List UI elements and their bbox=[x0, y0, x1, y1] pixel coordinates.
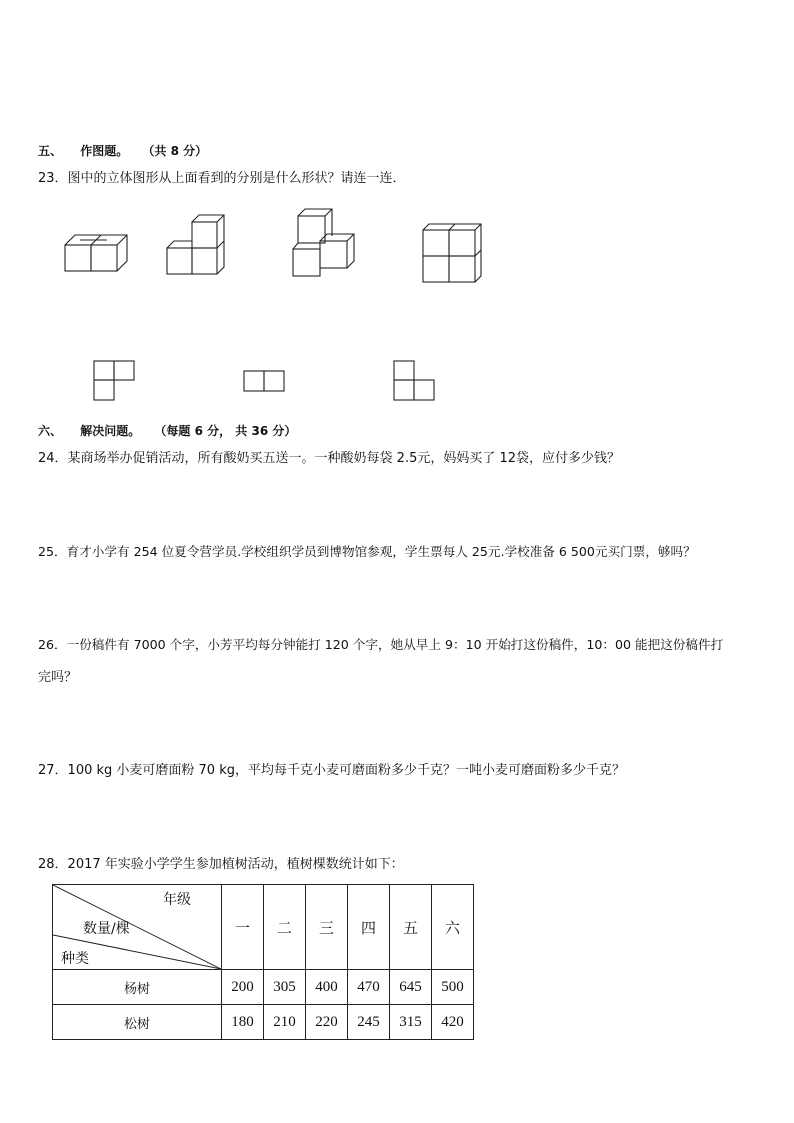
table-cell: 220 bbox=[306, 1005, 348, 1040]
section-number: 五、 bbox=[38, 144, 63, 158]
column-header: 四 bbox=[348, 885, 390, 970]
section-number: 六、 bbox=[38, 424, 63, 438]
tree-count-table bbox=[52, 884, 474, 1040]
question-23: 23．图中的立体图形从上面看到的分别是什么形状？请连一连． bbox=[38, 171, 406, 186]
section-score: （共 8 分） bbox=[142, 144, 208, 158]
question-26-line-1: 26．一份稿件有 7000 个字，小芳平均每分钟能打 120 个字，她从早上 9：10 开始打这份稿件，10：00 能把这份稿件打 bbox=[38, 637, 724, 652]
solid-figure-4 bbox=[418, 218, 488, 288]
corner-label-quantity: 数量/棵 bbox=[83, 921, 130, 937]
solid-figure-3 bbox=[288, 205, 368, 280]
section-title: 解决问题。 bbox=[80, 424, 141, 438]
table-cell: 180 bbox=[222, 1005, 264, 1040]
table-row bbox=[53, 970, 474, 1005]
column-header: 一 bbox=[222, 885, 264, 970]
solid-figure-1 bbox=[60, 225, 130, 275]
table-cell: 305 bbox=[264, 970, 306, 1005]
top-view-c bbox=[393, 360, 438, 402]
row-label: 松树 bbox=[53, 1005, 222, 1040]
question-26-line-2: 完吗？ bbox=[38, 670, 78, 685]
table-cell: 420 bbox=[432, 1005, 474, 1040]
corner-label-type: 种类 bbox=[61, 951, 89, 967]
top-view-a bbox=[93, 360, 138, 402]
table-cell: 400 bbox=[306, 970, 348, 1005]
column-header: 六 bbox=[432, 885, 474, 970]
table-cell: 500 bbox=[432, 970, 474, 1005]
row-label: 杨树 bbox=[53, 970, 222, 1005]
section-5-heading bbox=[38, 142, 207, 159]
section-6-heading bbox=[38, 422, 296, 439]
table-row bbox=[53, 1005, 474, 1040]
table-cell: 315 bbox=[390, 1005, 432, 1040]
table-cell: 245 bbox=[348, 1005, 390, 1040]
table-corner-header bbox=[53, 885, 222, 970]
question-24: 24．某商场举办促销活动，所有酸奶买五送一。一种酸奶每袋 2.5元，妈妈买了 12袋，应付多少钱？ bbox=[38, 451, 621, 466]
question-25: 25．育才小学有 254 位夏令营学员.学校组织学员到博物馆参观，学生票每人 25元.学校准备 6 500元买门票，够吗？ bbox=[38, 544, 696, 559]
top-view-b bbox=[243, 370, 288, 394]
column-header: 五 bbox=[390, 885, 432, 970]
corner-label-grade: 年级 bbox=[163, 892, 191, 908]
table-cell: 645 bbox=[390, 970, 432, 1005]
question-27: 27．100 kg 小麦可磨面粉 70 kg，平均每千克小麦可磨面粉多少千克？一吨小麦可磨面粉多少千克？ bbox=[38, 763, 625, 778]
question-28: 28．2017 年实验小学学生参加植树活动，植树棵数统计如下： bbox=[38, 857, 404, 872]
table-cell: 210 bbox=[264, 1005, 306, 1040]
table-cell: 200 bbox=[222, 970, 264, 1005]
column-header: 二 bbox=[264, 885, 306, 970]
table-cell: 470 bbox=[348, 970, 390, 1005]
section-score: （每题 6 分， 共 36 分） bbox=[154, 424, 297, 438]
section-title: 作图题。 bbox=[80, 144, 129, 158]
column-header: 三 bbox=[306, 885, 348, 970]
solid-figure-2 bbox=[162, 210, 232, 280]
